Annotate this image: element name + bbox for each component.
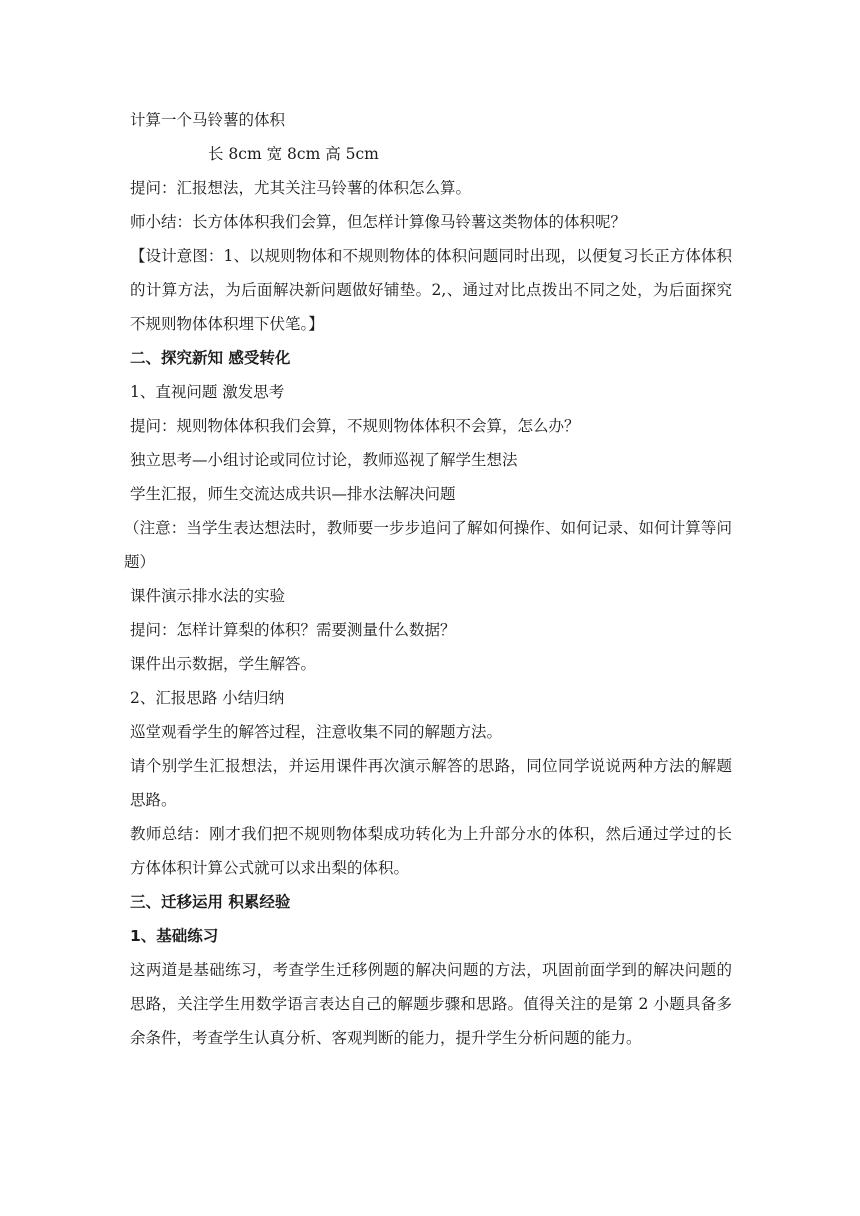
subheading-2-2: 2、汇报思路 小结归纳 (130, 689, 285, 707)
section-heading-3: 三、迁移运用 积累经验 (130, 893, 291, 911)
paragraph-design-intent: 【设计意图：1、以规则物体和不规则物体的体积问题同时出现，以便复习长正方体体积的计算方法，为后面解决新问题做好铺垫。2,、通过对比点拨出不同之处，为后面探究不规则物体体积埋下伏笔。】 (130, 247, 732, 333)
paragraph-question-2: 提问：规则物体体积我们会算，不规则物体体积不会算，怎么办？ (130, 417, 580, 435)
paragraph-dimensions: 长 8cm 宽 8cm 高 5cm (208, 145, 379, 163)
paragraph-student-explain: 请个别学生汇报想法，并运用课件再次演示解答的思路，同位同学说说两种方法的解题思路。 (130, 757, 732, 809)
paragraph-basic-practice: 这两道是基础练习，考查学生迁移例题的解决问题的方法，巩固前面学到的解决问题的思路，关注学生用数学语言表达自己的解题步骤和思路。值得关注的是第 2 小题具备多余条件，考查学生认真分析、客观判断的能力，提升学生分析问题的能力。 (130, 961, 732, 1047)
subheading-2-1: 1、直视问题 激发思考 (130, 383, 285, 401)
paragraph-question-1: 提问：汇报想法，尤其关注马铃薯的体积怎么算。 (130, 179, 472, 197)
paragraph-title-potato: 计算一个马铃薯的体积 (130, 111, 286, 129)
paragraph-teacher-summary-1: 师小结：长方体体积我们会算，但怎样计算像马铃薯这类物体的体积呢？ (130, 213, 627, 231)
paragraph-question-3: 提问：怎样计算梨的体积？需要测量什么数据？ (130, 621, 456, 639)
paragraph-independent-thinking: 独立思考—小组讨论或同位讨论，教师巡视了解学生想法 (130, 451, 518, 469)
subheading-3-1: 1、基础练习 (130, 927, 219, 945)
document-body (124, 103, 732, 1055)
paragraph-note: （注意：当学生表达想法时，教师要一步步追问了解如何操作、如何记录、如何计算等问题） (124, 519, 732, 571)
section-heading-2: 二、探究新知 感受转化 (130, 349, 291, 367)
paragraph-student-report: 学生汇报，师生交流达成共识—排水法解决问题 (130, 485, 456, 503)
paragraph-show-data: 课件出示数据，学生解答。 (130, 655, 317, 673)
paragraph-courseware-demo: 课件演示排水法的实验 (130, 587, 286, 605)
paragraph-teacher-summary-2: 教师总结：刚才我们把不规则物体梨成功转化为上升部分水的体积，然后通过学过的长方体体积计算公式就可以求出梨的体积。 (130, 825, 732, 877)
paragraph-patrol: 巡堂观看学生的解答过程，注意收集不同的解题方法。 (130, 723, 503, 741)
